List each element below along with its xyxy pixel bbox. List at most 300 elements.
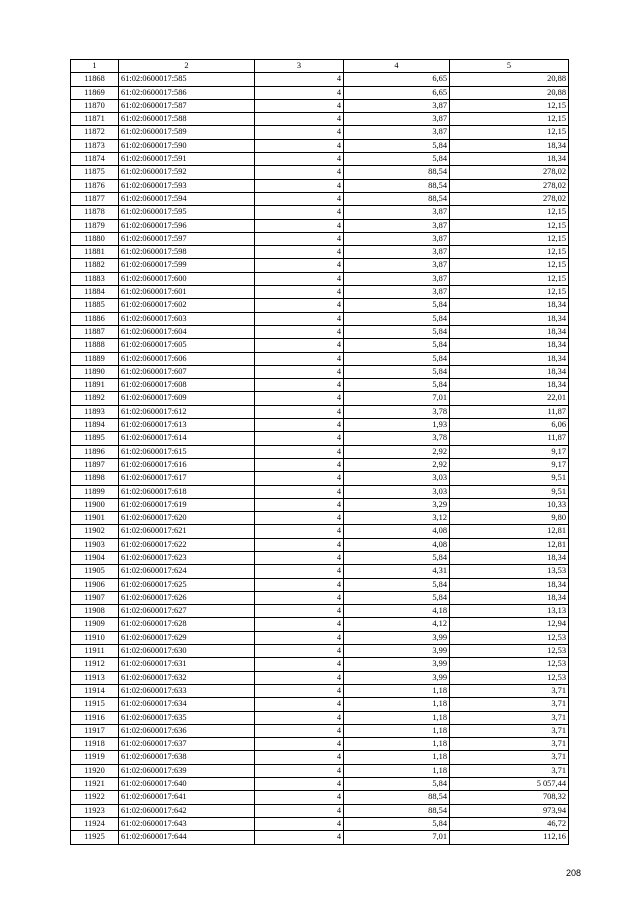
area-cell: 88,54 <box>344 166 450 179</box>
row-number-cell: 11875 <box>71 166 119 179</box>
area-cell: 3,78 <box>344 405 450 418</box>
value-cell: 112,16 <box>450 831 569 844</box>
category-cell: 4 <box>255 206 344 219</box>
cadastral-number-cell: 61:02:0600017:595 <box>119 206 255 219</box>
row-number-cell: 11918 <box>71 738 119 751</box>
row-number-cell: 11877 <box>71 192 119 205</box>
value-cell: 12,53 <box>450 631 569 644</box>
table-row <box>71 831 569 844</box>
table-row <box>71 232 569 245</box>
cadastral-number-cell: 61:02:0600017:601 <box>119 286 255 299</box>
category-cell: 4 <box>255 684 344 697</box>
row-number-cell: 11900 <box>71 498 119 511</box>
area-cell: 4,31 <box>344 565 450 578</box>
row-number-cell: 11880 <box>71 232 119 245</box>
cadastral-number-cell: 61:02:0600017:633 <box>119 684 255 697</box>
area-cell: 5,84 <box>344 591 450 604</box>
value-cell: 3,71 <box>450 724 569 737</box>
area-cell: 5,84 <box>344 299 450 312</box>
row-number-cell: 11873 <box>71 139 119 152</box>
area-cell: 5,84 <box>344 312 450 325</box>
row-number-cell: 11923 <box>71 804 119 817</box>
category-cell: 4 <box>255 671 344 684</box>
area-cell: 3,87 <box>344 246 450 259</box>
cadastral-number-cell: 61:02:0600017:585 <box>119 73 255 86</box>
header-cell-3: 3 <box>255 60 344 73</box>
area-cell: 3,12 <box>344 512 450 525</box>
value-cell: 18,34 <box>450 365 569 378</box>
category-cell: 4 <box>255 392 344 405</box>
area-cell: 5,84 <box>344 325 450 338</box>
cadastral-number-cell: 61:02:0600017:625 <box>119 578 255 591</box>
cadastral-number-cell: 61:02:0600017:618 <box>119 485 255 498</box>
area-cell: 3,03 <box>344 472 450 485</box>
value-cell: 18,34 <box>450 153 569 166</box>
cadastral-number-cell: 61:02:0600017:593 <box>119 179 255 192</box>
category-cell: 4 <box>255 764 344 777</box>
value-cell: 12,15 <box>450 206 569 219</box>
area-cell: 7,01 <box>344 392 450 405</box>
value-cell: 12,53 <box>450 658 569 671</box>
area-cell: 2,92 <box>344 445 450 458</box>
category-cell: 4 <box>255 299 344 312</box>
area-cell: 5,84 <box>344 379 450 392</box>
cadastral-number-cell: 61:02:0600017:623 <box>119 551 255 564</box>
row-number-cell: 11921 <box>71 778 119 791</box>
row-number-cell: 11868 <box>71 73 119 86</box>
table-row <box>71 339 569 352</box>
row-number-cell: 11871 <box>71 113 119 126</box>
category-cell: 4 <box>255 445 344 458</box>
table-row <box>71 764 569 777</box>
category-cell: 4 <box>255 432 344 445</box>
value-cell: 46,72 <box>450 817 569 830</box>
category-cell: 4 <box>255 778 344 791</box>
value-cell: 18,34 <box>450 299 569 312</box>
value-cell: 278,02 <box>450 179 569 192</box>
area-cell: 6,65 <box>344 86 450 99</box>
cadastral-number-cell: 61:02:0600017:624 <box>119 565 255 578</box>
cadastral-number-cell: 61:02:0600017:640 <box>119 778 255 791</box>
header-cell-5: 5 <box>450 60 569 73</box>
table-row <box>71 591 569 604</box>
category-cell: 4 <box>255 658 344 671</box>
cadastral-number-cell: 61:02:0600017:621 <box>119 525 255 538</box>
value-cell: 12,15 <box>450 259 569 272</box>
category-cell: 4 <box>255 525 344 538</box>
cadastral-number-cell: 61:02:0600017:598 <box>119 246 255 259</box>
cadastral-number-cell: 61:02:0600017:594 <box>119 192 255 205</box>
area-cell: 3,87 <box>344 219 450 232</box>
row-number-cell: 11897 <box>71 458 119 471</box>
cadastral-number-cell: 61:02:0600017:614 <box>119 432 255 445</box>
value-cell: 9,17 <box>450 445 569 458</box>
category-cell: 4 <box>255 232 344 245</box>
row-number-cell: 11904 <box>71 551 119 564</box>
row-number-cell: 11883 <box>71 272 119 285</box>
value-cell: 22,01 <box>450 392 569 405</box>
category-cell: 4 <box>255 578 344 591</box>
table-row <box>71 73 569 86</box>
area-cell: 88,54 <box>344 192 450 205</box>
cadastral-number-cell: 61:02:0600017:622 <box>119 538 255 551</box>
cadastral-number-cell: 61:02:0600017:605 <box>119 339 255 352</box>
area-cell: 88,54 <box>344 791 450 804</box>
table-row <box>71 631 569 644</box>
table-row <box>71 126 569 139</box>
row-number-cell: 11872 <box>71 126 119 139</box>
category-cell: 4 <box>255 458 344 471</box>
table-row <box>71 684 569 697</box>
value-cell: 278,02 <box>450 166 569 179</box>
row-number-cell: 11915 <box>71 698 119 711</box>
row-number-cell: 11890 <box>71 365 119 378</box>
row-number-cell: 11893 <box>71 405 119 418</box>
row-number-cell: 11887 <box>71 325 119 338</box>
value-cell: 18,34 <box>450 325 569 338</box>
cadastral-number-cell: 61:02:0600017:629 <box>119 631 255 644</box>
area-cell: 3,87 <box>344 232 450 245</box>
row-number-cell: 11884 <box>71 286 119 299</box>
table-row <box>71 804 569 817</box>
table-row <box>71 724 569 737</box>
area-cell: 5,84 <box>344 778 450 791</box>
area-cell: 3,99 <box>344 658 450 671</box>
value-cell: 12,94 <box>450 618 569 631</box>
table-row <box>71 246 569 259</box>
cadastral-number-cell: 61:02:0600017:644 <box>119 831 255 844</box>
value-cell: 20,88 <box>450 73 569 86</box>
row-number-cell: 11891 <box>71 379 119 392</box>
category-cell: 4 <box>255 86 344 99</box>
value-cell: 3,71 <box>450 764 569 777</box>
cadastral-number-cell: 61:02:0600017:643 <box>119 817 255 830</box>
table-row <box>71 379 569 392</box>
category-cell: 4 <box>255 645 344 658</box>
table-row <box>71 325 569 338</box>
cadastral-number-cell: 61:02:0600017:615 <box>119 445 255 458</box>
cadastral-number-cell: 61:02:0600017:586 <box>119 86 255 99</box>
category-cell: 4 <box>255 831 344 844</box>
table-row <box>71 392 569 405</box>
row-number-cell: 11907 <box>71 591 119 604</box>
area-cell: 5,84 <box>344 139 450 152</box>
cadastral-number-cell: 61:02:0600017:632 <box>119 671 255 684</box>
row-number-cell: 11869 <box>71 86 119 99</box>
category-cell: 4 <box>255 405 344 418</box>
category-cell: 4 <box>255 512 344 525</box>
table-row <box>71 365 569 378</box>
table-body <box>71 73 569 844</box>
table-row <box>71 565 569 578</box>
value-cell: 12,15 <box>450 232 569 245</box>
category-cell: 4 <box>255 312 344 325</box>
category-cell: 4 <box>255 179 344 192</box>
area-cell: 5,84 <box>344 551 450 564</box>
category-cell: 4 <box>255 724 344 737</box>
category-cell: 4 <box>255 751 344 764</box>
table-row <box>71 192 569 205</box>
value-cell: 3,71 <box>450 711 569 724</box>
category-cell: 4 <box>255 153 344 166</box>
cadastral-number-cell: 61:02:0600017:612 <box>119 405 255 418</box>
cadastral-number-cell: 61:02:0600017:608 <box>119 379 255 392</box>
header-cell-1: 1 <box>71 60 119 73</box>
value-cell: 12,15 <box>450 126 569 139</box>
cadastral-number-cell: 61:02:0600017:636 <box>119 724 255 737</box>
cadastral-number-cell: 61:02:0600017:631 <box>119 658 255 671</box>
value-cell: 3,71 <box>450 751 569 764</box>
category-cell: 4 <box>255 419 344 432</box>
category-cell: 4 <box>255 352 344 365</box>
area-cell: 1,93 <box>344 419 450 432</box>
value-cell: 12,15 <box>450 286 569 299</box>
table-row <box>71 485 569 498</box>
row-number-cell: 11919 <box>71 751 119 764</box>
category-cell: 4 <box>255 817 344 830</box>
table-row <box>71 206 569 219</box>
area-cell: 1,18 <box>344 738 450 751</box>
table-row <box>71 618 569 631</box>
table-row <box>71 272 569 285</box>
area-cell: 3,87 <box>344 206 450 219</box>
table-row <box>71 352 569 365</box>
table-row <box>71 791 569 804</box>
value-cell: 13,53 <box>450 565 569 578</box>
category-cell: 4 <box>255 246 344 259</box>
row-number-cell: 11925 <box>71 831 119 844</box>
value-cell: 9,51 <box>450 472 569 485</box>
value-cell: 12,15 <box>450 113 569 126</box>
value-cell: 12,15 <box>450 99 569 112</box>
table-row <box>71 698 569 711</box>
category-cell: 4 <box>255 365 344 378</box>
category-cell: 4 <box>255 339 344 352</box>
area-cell: 2,92 <box>344 458 450 471</box>
cadastral-number-cell: 61:02:0600017:634 <box>119 698 255 711</box>
table-row <box>71 153 569 166</box>
row-number-cell: 11906 <box>71 578 119 591</box>
value-cell: 3,71 <box>450 738 569 751</box>
table-row <box>71 778 569 791</box>
row-number-cell: 11895 <box>71 432 119 445</box>
row-number-cell: 11905 <box>71 565 119 578</box>
table-row <box>71 525 569 538</box>
row-number-cell: 11911 <box>71 645 119 658</box>
area-cell: 3,99 <box>344 631 450 644</box>
cadastral-number-cell: 61:02:0600017:590 <box>119 139 255 152</box>
table-row <box>71 286 569 299</box>
value-cell: 18,34 <box>450 551 569 564</box>
value-cell: 6,06 <box>450 419 569 432</box>
table-row <box>71 658 569 671</box>
category-cell: 4 <box>255 551 344 564</box>
table-row <box>71 751 569 764</box>
value-cell: 3,71 <box>450 684 569 697</box>
value-cell: 12,81 <box>450 538 569 551</box>
category-cell: 4 <box>255 698 344 711</box>
category-cell: 4 <box>255 259 344 272</box>
category-cell: 4 <box>255 631 344 644</box>
row-number-cell: 11870 <box>71 99 119 112</box>
category-cell: 4 <box>255 325 344 338</box>
cadastral-number-cell: 61:02:0600017:613 <box>119 419 255 432</box>
table-row <box>71 605 569 618</box>
category-cell: 4 <box>255 591 344 604</box>
value-cell: 10,33 <box>450 498 569 511</box>
cadastral-number-cell: 61:02:0600017:638 <box>119 751 255 764</box>
area-cell: 3,87 <box>344 259 450 272</box>
row-number-cell: 11894 <box>71 419 119 432</box>
value-cell: 9,17 <box>450 458 569 471</box>
area-cell: 3,87 <box>344 272 450 285</box>
area-cell: 1,18 <box>344 711 450 724</box>
cadastral-number-cell: 61:02:0600017:589 <box>119 126 255 139</box>
value-cell: 20,88 <box>450 86 569 99</box>
row-number-cell: 11909 <box>71 618 119 631</box>
row-number-cell: 11878 <box>71 206 119 219</box>
value-cell: 12,15 <box>450 219 569 232</box>
header-cell-2: 2 <box>119 60 255 73</box>
area-cell: 4,08 <box>344 525 450 538</box>
category-cell: 4 <box>255 192 344 205</box>
value-cell: 18,34 <box>450 139 569 152</box>
area-cell: 1,18 <box>344 751 450 764</box>
category-cell: 4 <box>255 286 344 299</box>
row-number-cell: 11920 <box>71 764 119 777</box>
data-table <box>70 59 569 845</box>
row-number-cell: 11924 <box>71 817 119 830</box>
cadastral-number-cell: 61:02:0600017:599 <box>119 259 255 272</box>
cadastral-number-cell: 61:02:0600017:597 <box>119 232 255 245</box>
cadastral-number-cell: 61:02:0600017:642 <box>119 804 255 817</box>
row-number-cell: 11910 <box>71 631 119 644</box>
value-cell: 18,34 <box>450 352 569 365</box>
cadastral-number-cell: 61:02:0600017:603 <box>119 312 255 325</box>
cadastral-number-cell: 61:02:0600017:609 <box>119 392 255 405</box>
table-row <box>71 538 569 551</box>
area-cell: 5,84 <box>344 365 450 378</box>
table-row <box>71 445 569 458</box>
row-number-cell: 11908 <box>71 605 119 618</box>
row-number-cell: 11898 <box>71 472 119 485</box>
area-cell: 3,99 <box>344 671 450 684</box>
table-row <box>71 432 569 445</box>
row-number-cell: 11914 <box>71 684 119 697</box>
row-number-cell: 11922 <box>71 791 119 804</box>
table-row <box>71 578 569 591</box>
row-number-cell: 11886 <box>71 312 119 325</box>
category-cell: 4 <box>255 605 344 618</box>
category-cell: 4 <box>255 472 344 485</box>
value-cell: 9,51 <box>450 485 569 498</box>
value-cell: 11,87 <box>450 432 569 445</box>
table-row <box>71 166 569 179</box>
value-cell: 13,13 <box>450 605 569 618</box>
row-number-cell: 11888 <box>71 339 119 352</box>
table-row <box>71 645 569 658</box>
area-cell: 1,18 <box>344 698 450 711</box>
cadastral-number-cell: 61:02:0600017:619 <box>119 498 255 511</box>
category-cell: 4 <box>255 711 344 724</box>
table-row <box>71 299 569 312</box>
cadastral-number-cell: 61:02:0600017:604 <box>119 325 255 338</box>
area-cell: 88,54 <box>344 179 450 192</box>
category-cell: 4 <box>255 791 344 804</box>
table-row <box>71 738 569 751</box>
value-cell: 11,87 <box>450 405 569 418</box>
category-cell: 4 <box>255 219 344 232</box>
cadastral-number-cell: 61:02:0600017:639 <box>119 764 255 777</box>
value-cell: 12,15 <box>450 272 569 285</box>
cadastral-number-cell: 61:02:0600017:602 <box>119 299 255 312</box>
table-row <box>71 139 569 152</box>
table-row <box>71 99 569 112</box>
table-row <box>71 113 569 126</box>
area-cell: 5,84 <box>344 817 450 830</box>
value-cell: 18,34 <box>450 339 569 352</box>
category-cell: 4 <box>255 126 344 139</box>
table-row <box>71 86 569 99</box>
area-cell: 3,87 <box>344 286 450 299</box>
cadastral-number-cell: 61:02:0600017:587 <box>119 99 255 112</box>
cadastral-number-cell: 61:02:0600017:616 <box>119 458 255 471</box>
value-cell: 12,81 <box>450 525 569 538</box>
area-cell: 3,29 <box>344 498 450 511</box>
table-row <box>71 512 569 525</box>
cadastral-number-cell: 61:02:0600017:641 <box>119 791 255 804</box>
row-number-cell: 11916 <box>71 711 119 724</box>
table-row <box>71 498 569 511</box>
value-cell: 708,32 <box>450 791 569 804</box>
area-cell: 1,18 <box>344 764 450 777</box>
row-number-cell: 11903 <box>71 538 119 551</box>
category-cell: 4 <box>255 73 344 86</box>
area-cell: 7,01 <box>344 831 450 844</box>
category-cell: 4 <box>255 139 344 152</box>
area-cell: 5,84 <box>344 153 450 166</box>
category-cell: 4 <box>255 113 344 126</box>
value-cell: 12,53 <box>450 671 569 684</box>
cadastral-number-cell: 61:02:0600017:617 <box>119 472 255 485</box>
row-number-cell: 11902 <box>71 525 119 538</box>
row-number-cell: 11885 <box>71 299 119 312</box>
category-cell: 4 <box>255 738 344 751</box>
area-cell: 5,84 <box>344 352 450 365</box>
table-row <box>71 312 569 325</box>
value-cell: 5 057,44 <box>450 778 569 791</box>
cadastral-number-cell: 61:02:0600017:592 <box>119 166 255 179</box>
value-cell: 278,02 <box>450 192 569 205</box>
area-cell: 1,18 <box>344 684 450 697</box>
cadastral-number-cell: 61:02:0600017:626 <box>119 591 255 604</box>
area-cell: 3,87 <box>344 113 450 126</box>
row-number-cell: 11896 <box>71 445 119 458</box>
table-row <box>71 458 569 471</box>
row-number-cell: 11899 <box>71 485 119 498</box>
row-number-cell: 11912 <box>71 658 119 671</box>
page-number: 208 <box>566 868 582 878</box>
cadastral-number-cell: 61:02:0600017:596 <box>119 219 255 232</box>
row-number-cell: 11874 <box>71 153 119 166</box>
area-cell: 3,87 <box>344 126 450 139</box>
value-cell: 18,34 <box>450 379 569 392</box>
row-number-cell: 11917 <box>71 724 119 737</box>
category-cell: 4 <box>255 379 344 392</box>
cadastral-number-cell: 61:02:0600017:600 <box>119 272 255 285</box>
category-cell: 4 <box>255 538 344 551</box>
area-cell: 4,08 <box>344 538 450 551</box>
